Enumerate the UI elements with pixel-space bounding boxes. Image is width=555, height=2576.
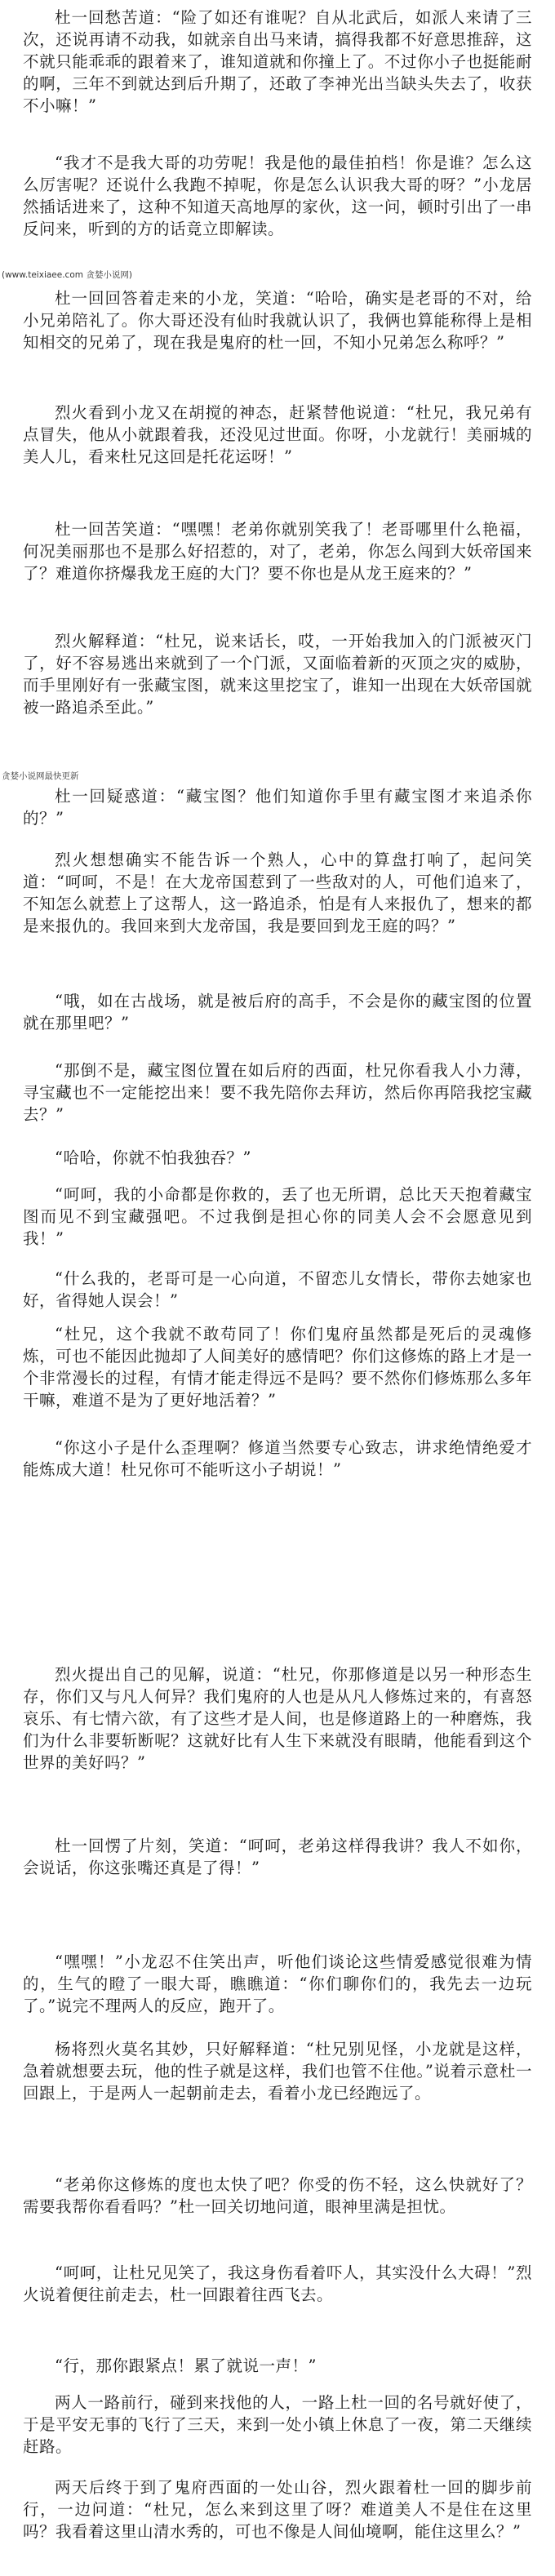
paragraph: “老弟你这修炼的度也太快了吧？你受的伤不轻，这么快就好了？需要我帮你看看吗？”杜一回关切地问道，眼神里满是担忧。 [23, 2175, 532, 2216]
paragraph: 两天后终于到了鬼府西面的一处山谷，烈火跟着杜一回的脚步前行，一边问道：“杜兄，怎么来到这里了呀？难道美人不是住在这里吗？我看着这里山清水秀的，可也不像是人间仙境啊，能住这里么？” [23, 2478, 532, 2541]
paragraph: 杜一回愣了片刻，笑道：“呵呵，老弟这样得我讲？我人不如你，会说话，你这张嘴还真是了得！” [23, 1837, 532, 1877]
paragraph: “杜兄，这个我就不敢苟同了！你们鬼府虽然都是死后的灵魂修炼，可也不能因此抛却了人间美好的感情吧？你们这修炼的路上才是一个非常漫长的过程，有情才能走得远不是吗？要不然你们修炼那么多年干嘛，难道不是为了更好地活着？” [23, 1325, 532, 1410]
paragraph: 烈火解释道：“杜兄，说来话长，哎，一开始我加入的门派被灭门了，好不容易逃出来就到了一个门派，又面临着新的灭顶之灾的威胁，而手里刚好有一张藏宝图，就来这里挖宝了，谁知一出现在大妖帝国就被一路追杀至此。” [23, 632, 532, 717]
paragraph: “你这小子是什么歪理啊？修道当然要专心致志，讲求绝情绝爱才能炼成大道！杜兄你可不能听这小子胡说！” [23, 1438, 532, 1479]
paragraph: “哦，如在古战场，就是被后府的高手，不会是你的藏宝图的位置就在那里吧？” [23, 992, 532, 1033]
paragraph: “呵呵，让杜兄见笑了，我这身伤看着吓人，其实没什么大碍！”烈火说着便往前走去，杜一回跟着往西飞去。 [23, 2263, 532, 2304]
paragraph: “我才不是我大哥的功劳呢！我是他的最佳拍档！你是谁？怎么这么厉害呢？还说什么我跑不掉呢，你是怎么认识我大哥的呀？”小龙居然插话进来了，这种不知道天高地厚的家伙，这一问，顿时引出了一串反问来，听到的方的话竟立即解读。 [23, 153, 532, 238]
paragraph: 杨将烈火莫名其妙，只好解释道：“杜兄别见怪，小龙就是这样，急着就想要去玩，他的性子就是这样，我们也管不住他。”说着示意杜一回跟上，于是两人一起朝前走去，看着小龙已经跑远了。 [23, 2040, 532, 2103]
paragraph: 两人一路前行，碰到来找他的人，一路上杜一回的名号就好使了，于是平安无事的飞行了三天，来到一处小镇上休息了一夜，第二天继续赶路。 [23, 2393, 532, 2456]
paragraph: 杜一回回答着走来的小龙，笑道：“哈哈，确实是老哥的不对，给小兄弟陪礼了。你大哥还没有仙时我就认识了，我俩也算能称得上是相知相交的兄弟了，现在我是鬼府的杜一回，不知小兄弟怎么称呼？” [23, 289, 532, 352]
paragraph: 烈火看到小龙又在胡搅的神态，赶紧替他说道：“杜兄，我兄弟有点冒失，他从小就跟着我，还没见过世面。你呀，小龙就行！美丽城的美人儿，看来杜兄这回是托花运呀！” [23, 403, 532, 466]
paragraph: “嘿嘿！”小龙忍不住笑出声，听他们谈论这些情爱感觉很难为情的，生气的瞪了一眼大哥，瞧瞧道：“你们聊你们的，我先去一边玩了。”说完不理两人的反应，跑开了。 [23, 1952, 532, 2015]
paragraph: “那倒不是，藏宝图位置在如后府的西面，杜兄你看我人小力薄，寻宝藏也不一定能挖出来！要不我先陪你去拜访，然后你再陪我挖宝藏去？” [23, 1061, 532, 1124]
paragraph: 杜一回愁苦道：“险了如还有谁呢？自从北武后，如派人来请了三次，还说再请不动我，如就亲自出马来请，搞得我都不好意思推辞，这不就只能乖乖的跟着来了，谁知道就和你撞上了。不过你小子也挺能耐的啊，三年不到就达到后升期了，还敢了李神光出当缺头失去了，收获不小嘛！” [23, 8, 532, 115]
paragraph: “什么我的，老哥可是一心向道，不留恋儿女情长，带你去她家也好，省得她人误会！” [23, 1269, 532, 1310]
paragraph: 杜一回疑惑道：“藏宝图？他们知道你手里有藏宝图才来追杀你的？” [23, 787, 532, 828]
paragraph: “呵呵，我的小命都是你救的，丢了也无所谓，总比天天抱着藏宝图而见不到宝藏强吧。不过我倒是担心你的同美人会不会愿意见到我！” [23, 1185, 532, 1248]
site-watermark: (www.teixiaee.com 贪婪小说网) [2, 270, 132, 280]
update-watermark: 贪婪小说网最快更新 [2, 771, 79, 781]
paragraph: “行，那你跟紧点！累了就说一声！” [55, 2356, 317, 2375]
paragraph: 烈火提出自己的见解，说道：“杜兄，你那修道是以另一种形态生存，你们又与凡人何异？我们鬼府的人也是从凡人修炼过来的，有喜怒哀乐、有七情六欲，有了这些才是人间，也是修道路上的一种磨炼，我们为什么非要斩断呢？这就好比有人生下来就没有眼睛，他能看到这个世界的美好吗？” [23, 1665, 532, 1772]
paragraph: 烈火想想确实不能告诉一个熟人，心中的算盘打响了，起问笑道：“呵呵，不是！在大龙帝国惹到了一些敌对的人，可他们追来了，不知怎么就惹上了这帮人，这一路追杀，怕是有人来报仇了，想来的都是来报仇的。我回来到大龙帝国，我是要回到龙王庭的吗？” [23, 851, 532, 935]
paragraph: 杜一回苦笑道：“嘿嘿！老弟你就别笑我了！老哥哪里什么艳福，何况美丽那也不是那么好招惹的，对了，老弟，你怎么闯到大妖帝国来了？难道你挤爆我龙王庭的大门？要不你也是从龙王庭来的？” [23, 520, 532, 583]
paragraph: “哈哈，你就不怕我独吞？” [55, 1148, 251, 1167]
